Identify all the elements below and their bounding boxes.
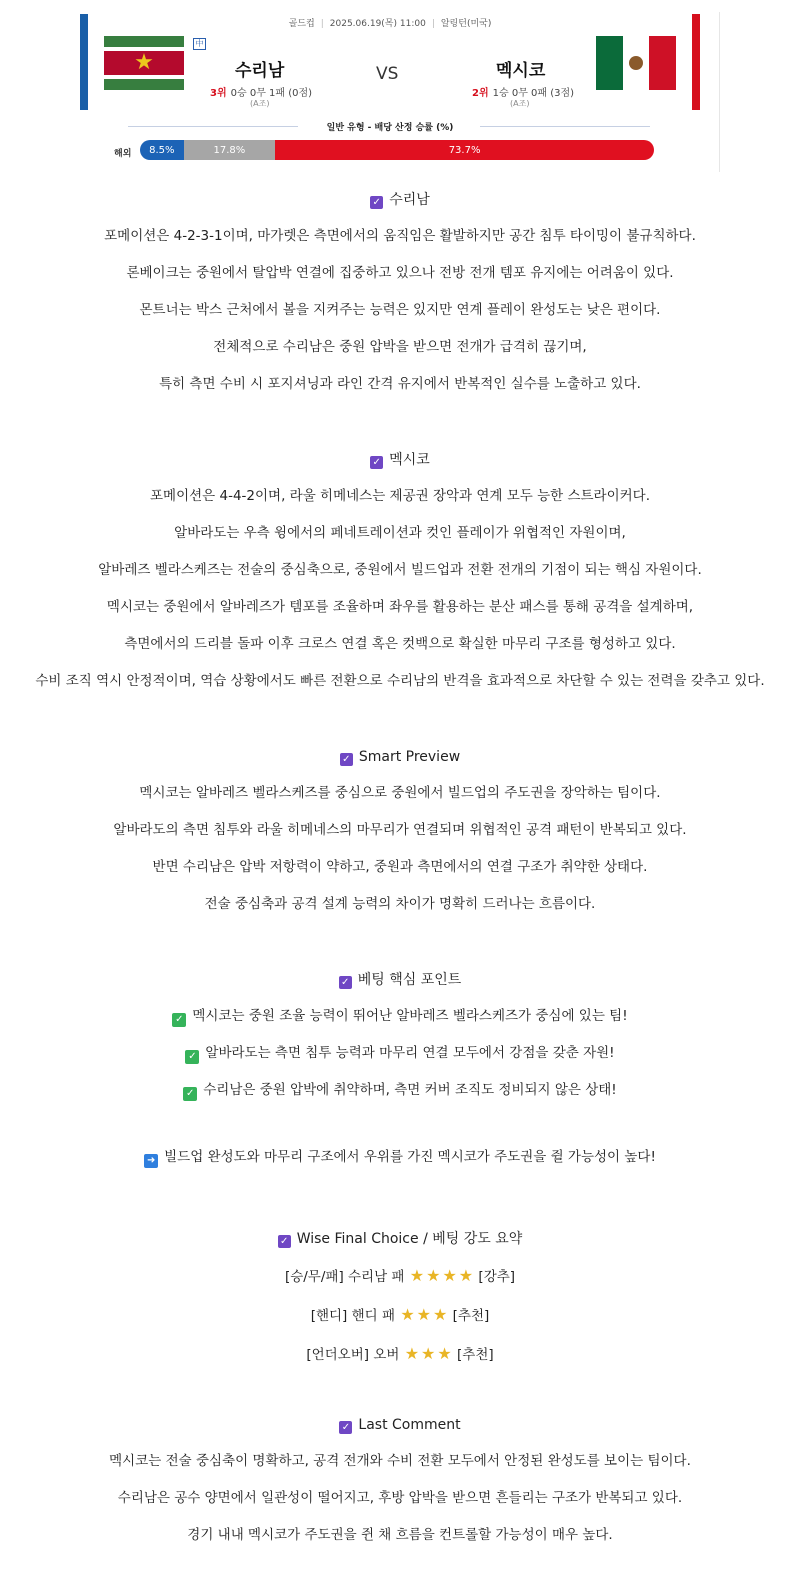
comment-heading-text: Last Comment [358, 1417, 461, 1433]
mexico-line: 포메이션은 4-4-2이며, 라울 히메네스는 제공권 장악과 연계 모두 능한 스트라이커다. [149, 488, 651, 504]
preview-line: 알바라도의 측면 침투와 라울 히메네스의 마무리가 연결되며 위협적인 공격 패턴이 반복되고 있다. [113, 822, 687, 838]
home-record [210, 84, 312, 99]
right-arrow-icon: ➜ [144, 1154, 158, 1168]
star-icon: ★ [409, 1266, 425, 1285]
mexico-line: 알바레즈 벨라스케즈는 전술의 중심축으로, 중원에서 빌드업과 전환 전개의 기점이 되는 핵심 자원이다. [98, 562, 702, 578]
checkbox-icon: ✓ [278, 1235, 291, 1248]
preview-line: 반면 수리남은 압박 저항력이 약하고, 중원과 측면에서의 연결 구조가 취약한 상태다. [152, 859, 648, 875]
checkbox-icon: ✓ [370, 456, 383, 469]
mexico-line: 수비 조직 역시 안정적이며, 역습 상황에서도 빠른 전환으로 수리남의 반격을 효과적으로 차단할 수 있는 전력을 갖추고 있다. [35, 673, 765, 689]
pick-row [0, 1296, 800, 1335]
odds-lose-segment: 73.7% [275, 140, 654, 160]
odds-title: 일반 유형 - 배당 산정 승률 (%) [326, 123, 454, 133]
divider [719, 12, 720, 172]
keypoint-text: 멕시코는 중원 조율 능력이 뛰어난 알바레즈 벨라스케즈가 중심에 있는 팀! [192, 1008, 628, 1024]
star-rating-icon [399, 1305, 448, 1324]
check-mark-icon: ✓ [185, 1050, 199, 1064]
away-record [472, 84, 574, 99]
star-icon: ★ [437, 1344, 452, 1363]
mexico-flag-icon [596, 36, 676, 90]
comment-line: 경기 내내 멕시코가 주도권을 쥔 채 흐름을 컨트롤할 가능성이 매우 높다. [187, 1527, 613, 1543]
final-heading [0, 1229, 800, 1249]
mexico-heading-text: 멕시코 [389, 452, 430, 468]
pick-label: [승/무/패] 수리남 패 [284, 1269, 405, 1285]
away-rank: 2위 [472, 88, 489, 99]
checkbox-icon: ✓ [339, 976, 352, 989]
home-team-name: 수리남 [235, 61, 285, 81]
mexico-line: 측면에서의 드리블 돌파 이후 크로스 연결 혹은 컷백으로 확실한 마무리 구조를 형성하고 있다. [124, 636, 676, 652]
preview-line: 전술 중심축과 공격 설계 능력의 차이가 명확히 드러나는 흐름이다. [204, 896, 596, 912]
preview-heading-text: Smart Preview [358, 749, 461, 765]
star-icon: ★ [416, 1305, 432, 1324]
mexico-section [0, 450, 800, 700]
keypoint-text: 수리남은 중원 압박에 취약하며, 측면 커버 조직도 정비되지 않은 상태! [203, 1082, 617, 1098]
star-icon: ★ [400, 1305, 415, 1324]
preview-section [0, 747, 800, 923]
match-venue: 알링턴(미국) [440, 19, 492, 29]
star-icon: ★ [458, 1266, 474, 1285]
odds-divider-right [480, 126, 650, 127]
away-group: (A조) [510, 99, 530, 108]
vs-label: VS [376, 64, 399, 84]
pick-grade: [강추] [478, 1269, 516, 1285]
checkbox-icon: ✓ [370, 196, 383, 209]
final-heading-text: Wise Final Choice / 베팅 강도 요약 [296, 1231, 523, 1247]
suriname-line: 특히 측면 수비 시 포지셔닝과 라인 간격 유지에서 반복적인 실수를 노출하고 있다. [159, 376, 641, 392]
suriname-line: 몬트너는 박스 근처에서 볼을 지켜주는 능력은 있지만 연계 플레이 완성도는 낮은 편이다. [139, 302, 661, 318]
checkbox-icon: ✓ [339, 1421, 352, 1434]
preview-heading [0, 747, 800, 767]
home-group: (A조) [250, 99, 270, 108]
keypoint-item [0, 998, 800, 1035]
keypoints-heading-text: 베팅 핵심 포인트 [357, 972, 462, 988]
pick-row [0, 1335, 800, 1374]
suriname-heading-text: 수리남 [389, 192, 430, 208]
match-datetime: 2025.06.19(목) 11:00 [329, 19, 426, 29]
suriname-line: 론베이크는 중원에서 탈압박 연결에 집중하고 있으나 전방 전개 템포 유지에는 어려움이 있다. [126, 265, 674, 281]
comment-heading [0, 1415, 800, 1435]
conclusion-text: 빌드업 완성도와 마무리 구조에서 우위를 가진 멕시코가 주도권을 쥘 가능성이 높다! [164, 1149, 656, 1165]
star-icon: ★ [426, 1266, 441, 1285]
star-icon: ★ [433, 1305, 448, 1324]
comment-line: 멕시코는 전술 중심축이 명확하고, 공격 전개와 수비 전환 모두에서 안정된 완성도를 보이는 팀이다. [109, 1453, 691, 1469]
suriname-flag-icon: ★ [104, 36, 184, 90]
pick-grade: [추천] [457, 1347, 494, 1363]
home-badge-icon: 中 [193, 38, 206, 50]
suriname-line: 포메이션은 4-2-3-1이며, 마가렛은 측면에서의 움직임은 활발하지만 공간 침투 타이밍이 불규칙하다. [104, 228, 696, 244]
check-mark-icon: ✓ [172, 1013, 186, 1027]
star-rating-icon [404, 1344, 453, 1363]
pick-row [0, 1257, 800, 1296]
mexico-line: 멕시코는 중원에서 알바레즈가 템포를 조율하며 좌우를 활용하는 분산 패스를 통해 공격을 설계하며, [106, 599, 694, 615]
pick-grade: [추천] [452, 1308, 490, 1324]
mexico-line: 알바라도는 우측 윙에서의 페네트레이션과 컷인 플레이가 위협적인 자원이며, [174, 525, 626, 541]
odds-label: 해외 [114, 149, 132, 159]
match-meta: 골드컵 | 2025.06.19(목) 11:00 | 알링턴(미국) [288, 19, 492, 29]
conclusion-line [0, 1139, 800, 1176]
odds-bar [140, 140, 654, 160]
league-label: 골드컵 [288, 19, 315, 29]
comment-section [0, 1415, 800, 1554]
home-rank: 3위 [210, 88, 227, 99]
star-rating-icon [409, 1266, 474, 1285]
final-section [0, 1229, 800, 1374]
odds-win-segment: 8.5% [140, 140, 184, 160]
mexico-heading [0, 450, 800, 470]
star-icon: ★ [421, 1344, 436, 1363]
star-icon: ★ [442, 1266, 457, 1285]
match-card [80, 12, 720, 172]
away-team-name: 멕시코 [496, 61, 546, 81]
suriname-heading [0, 190, 800, 210]
suriname-section [0, 190, 800, 403]
away-record-text: 1승 0무 0패 (3점) [492, 88, 575, 99]
keypoint-text: 알바라도는 측면 침투 능력과 마무리 연결 모두에서 강점을 갖춘 자원! [205, 1045, 615, 1061]
comment-line: 수리남은 공수 양면에서 일관성이 떨어지고, 후방 압박을 받으면 흔들리는 구조가 반복되고 있다. [117, 1490, 683, 1506]
home-record-text: 0승 0무 1패 (0점) [230, 88, 313, 99]
pick-label: [언더오버] 오버 [306, 1347, 400, 1363]
star-icon: ★ [404, 1344, 420, 1363]
checkbox-icon: ✓ [340, 753, 353, 766]
keypoints-heading [0, 970, 800, 990]
preview-line: 멕시코는 알바레즈 벨라스케즈를 중심으로 중원에서 빌드업의 주도권을 장악하는 팀이다. [139, 785, 661, 801]
pick-label: [핸디] 핸디 패 [310, 1308, 396, 1324]
odds-draw-segment: 17.8% [184, 140, 275, 160]
keypoint-item [0, 1072, 800, 1109]
keypoint-item [0, 1035, 800, 1072]
keypoints-section [0, 970, 800, 1176]
check-mark-icon: ✓ [183, 1087, 197, 1101]
suriname-line: 전체적으로 수리남은 중원 압박을 받으면 전개가 급격히 끊기며, [213, 339, 587, 355]
